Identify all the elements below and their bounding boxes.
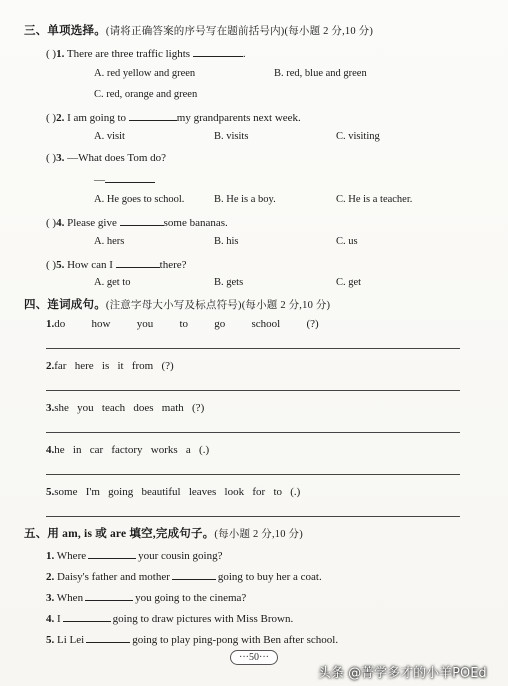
option-a[interactable]: A. visit xyxy=(94,131,125,142)
question-number: 3. xyxy=(56,152,65,164)
question-number: 2. xyxy=(56,112,65,124)
section5-heading xyxy=(24,525,303,541)
sentence-end: going to buy her a coat. xyxy=(217,571,322,583)
s4-item-2 xyxy=(46,360,174,373)
item-number: 2. xyxy=(46,571,55,583)
answer-bracket[interactable]: ( ) xyxy=(46,152,57,164)
item-number: 5. xyxy=(46,634,55,646)
question-text: How can I xyxy=(64,259,113,271)
item-number: 1. xyxy=(46,550,55,562)
item-number: 1. xyxy=(46,318,55,330)
s5-item-3 xyxy=(46,590,246,605)
sentence-start: Li Lei xyxy=(54,634,85,646)
item-number: 4. xyxy=(46,613,55,625)
s3-question-1 xyxy=(46,46,246,61)
question-text: —What does Tom do? xyxy=(64,152,167,164)
sentence-end: your cousin going? xyxy=(138,550,223,562)
s5-item-2 xyxy=(46,569,322,584)
question-text-end: . xyxy=(242,48,246,60)
s4-item-3 xyxy=(46,402,204,415)
fill-blank[interactable] xyxy=(63,611,111,622)
section3-heading xyxy=(24,22,373,38)
scrambled-words: far here is it from (?) xyxy=(54,360,174,372)
option-c[interactable]: C. us xyxy=(336,236,358,247)
option-a[interactable]: A. red yellow and green xyxy=(94,68,196,79)
option-b[interactable]: B. He is a boy. xyxy=(214,194,276,205)
answer-bracket[interactable]: ( ) xyxy=(46,217,57,229)
scrambled-words: he in car factory works a (.) xyxy=(54,444,210,456)
section4-heading xyxy=(24,296,330,312)
sentence-start: I xyxy=(54,613,61,625)
dash: — xyxy=(94,174,105,186)
scrambled-words: she you teach does math (?) xyxy=(54,402,205,414)
s5-item-5 xyxy=(46,632,338,647)
item-number: 2. xyxy=(46,360,55,372)
sentence-end: going to play ping-pong with Ben after school. xyxy=(132,634,339,646)
answer-bracket[interactable]: ( ) xyxy=(46,112,57,124)
question-text-end: my grandparents next week. xyxy=(176,112,301,124)
fill-blank[interactable] xyxy=(129,110,177,121)
question-text-end: there? xyxy=(159,259,187,271)
s5-item-4 xyxy=(46,611,293,626)
s3-question-5 xyxy=(46,257,187,272)
option-c[interactable]: C. get xyxy=(336,277,362,288)
s3-question-2 xyxy=(46,110,301,125)
sentence-start: Daisy's father and mother xyxy=(54,571,170,583)
question-number: 4. xyxy=(56,217,65,229)
question-number: 1. xyxy=(56,48,65,60)
page-number: ···50··· xyxy=(230,650,278,665)
sentence-start: When xyxy=(54,592,84,604)
answer-line[interactable] xyxy=(46,474,460,475)
scrambled-words: do how you to go school (?) xyxy=(54,318,319,330)
section4-note: (注意字母大小写及标点符号)(每小题 2 分,10 分) xyxy=(105,300,331,311)
sentence-end: you going to the cinema? xyxy=(135,592,247,604)
section3-note: (请将正确答案的序号写在题前括号内)(每小题 2 分,10 分) xyxy=(105,26,374,37)
fill-blank[interactable] xyxy=(120,215,164,226)
s4-item-5 xyxy=(46,486,300,499)
option-b[interactable]: B. gets xyxy=(214,277,244,288)
page-number-footer xyxy=(214,650,294,672)
item-number: 4. xyxy=(46,444,55,456)
option-b[interactable]: B. visits xyxy=(214,131,249,142)
item-number: 3. xyxy=(46,592,55,604)
s4-item-4 xyxy=(46,444,209,457)
answer-line[interactable] xyxy=(46,348,460,349)
section5-note: (每小题 2 分,10 分) xyxy=(214,529,303,540)
question-number: 5. xyxy=(56,259,65,271)
answer-line[interactable] xyxy=(46,390,460,391)
sentence-end: going to draw pictures with Miss Brown. xyxy=(112,613,294,625)
answer-bracket[interactable]: ( ) xyxy=(46,48,57,60)
section4-title: 四、连词成句。 xyxy=(24,299,106,311)
question-text: Please give xyxy=(64,217,117,229)
fill-blank[interactable] xyxy=(88,548,136,559)
s3-question-4 xyxy=(46,215,228,230)
question-text: I am going to xyxy=(64,112,127,124)
option-c[interactable]: C. red, orange and green xyxy=(94,89,198,100)
watermark: 头条 @菁学多才的小羊POEd xyxy=(318,666,487,681)
option-a[interactable]: A. He goes to school. xyxy=(94,194,185,205)
s3-question-3-response xyxy=(94,172,155,187)
answer-line[interactable] xyxy=(46,516,460,517)
scrambled-words: some I'm going beautiful leaves look for to (.) xyxy=(54,486,301,498)
question-text: There are three traffic lights xyxy=(64,48,191,60)
question-text-end: some bananas. xyxy=(163,217,228,229)
option-c[interactable]: C. visiting xyxy=(336,131,380,142)
fill-blank[interactable] xyxy=(86,632,130,643)
answer-line[interactable] xyxy=(46,432,460,433)
fill-blank[interactable] xyxy=(193,46,243,57)
fill-blank[interactable] xyxy=(85,590,133,601)
section5-title: 五、用 am, is 或 are 填空,完成句子。 xyxy=(24,528,215,540)
option-c[interactable]: C. He is a teacher. xyxy=(336,194,413,205)
answer-bracket[interactable]: ( ) xyxy=(46,259,57,271)
s4-item-1 xyxy=(46,318,319,331)
option-a[interactable]: A. get to xyxy=(94,277,131,288)
option-a[interactable]: A. hers xyxy=(94,236,125,247)
s5-item-1 xyxy=(46,548,222,563)
section3-title: 三、单项选择。 xyxy=(24,25,106,37)
fill-blank[interactable] xyxy=(116,257,160,268)
item-number: 5. xyxy=(46,486,55,498)
s3-question-3 xyxy=(46,152,166,165)
fill-blank[interactable] xyxy=(105,172,155,183)
item-number: 3. xyxy=(46,402,55,414)
option-b[interactable]: B. his xyxy=(214,236,239,247)
sentence-start: Where xyxy=(54,550,87,562)
option-b[interactable]: B. red, blue and green xyxy=(274,68,367,79)
fill-blank[interactable] xyxy=(172,569,216,580)
